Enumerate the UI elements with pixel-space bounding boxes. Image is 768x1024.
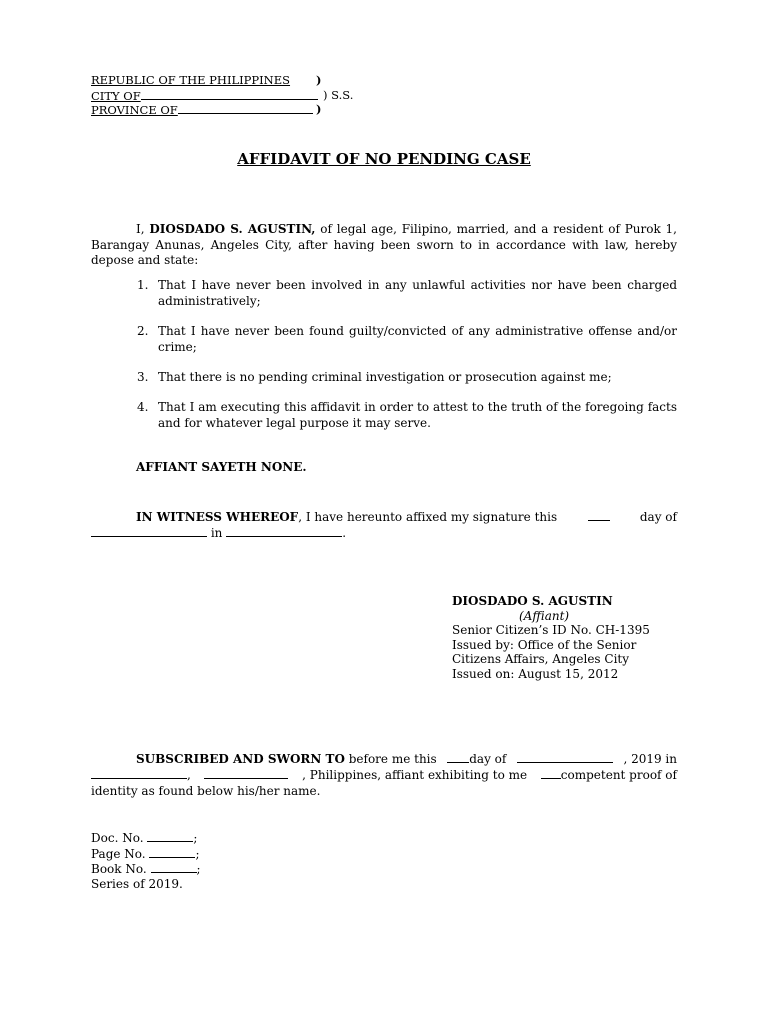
item-number: 2.	[137, 324, 149, 338]
venue-paren-1: )	[316, 73, 322, 87]
item-number: 3.	[137, 370, 149, 384]
page-no-blank	[149, 846, 195, 858]
list-item	[137, 324, 677, 355]
jurat-proof-blank	[541, 767, 561, 779]
item-text: That I have never been found guilty/convicted of any administrative offense and/or crime;	[158, 324, 677, 354]
intro-prefix: I,	[136, 222, 150, 236]
jurat-province-blank	[204, 767, 288, 779]
item-number: 4.	[137, 400, 149, 414]
venue-city: CITY OF	[91, 88, 141, 103]
jurat-day-blank	[447, 751, 469, 763]
issued-by-1: Issued by: Office of the Senior	[452, 637, 637, 652]
intro-paragraph	[91, 222, 677, 269]
witness-text: , I have hereunto affixed my signature this	[298, 510, 558, 524]
list-item	[137, 370, 677, 386]
jurat-month-blank	[517, 751, 613, 763]
venue-republic: REPUBLIC OF THE PHILIPPINES	[91, 73, 291, 87]
witness-bold: IN WITNESS WHEREOF	[136, 510, 299, 524]
jurat-bold: SUBSCRIBED AND SWORN TO	[136, 752, 345, 766]
affiant-name-inline: DIOSDADO S. AGUSTIN,	[149, 222, 316, 236]
venue-province: PROVINCE OF	[91, 103, 178, 117]
witness-line-2: in .	[91, 525, 677, 541]
issued-on: Issued on: August 15, 2012	[452, 666, 619, 681]
witness-line-1	[91, 509, 677, 525]
issued-by-2: Citizens Affairs, Angeles City	[452, 652, 630, 666]
province-blank	[178, 102, 313, 114]
jurat-paragraph	[91, 751, 677, 799]
list-item	[137, 400, 677, 431]
item-number: 1.	[137, 278, 149, 292]
notarial-registry	[91, 830, 201, 891]
signature-block	[452, 594, 650, 681]
affiant-name: DIOSDADO S. AGUSTIN	[452, 594, 613, 608]
senior-id: Senior Citizen’s ID No. CH-1395	[452, 623, 650, 637]
venue-line-republic	[91, 73, 391, 88]
doc-no: Doc. No. ;	[91, 831, 198, 845]
witness-in: in	[210, 526, 223, 540]
venue-paren-3: )	[316, 102, 322, 116]
item-text: That I am executing this affidavit in order to attest to the truth of the foregoing facts and for whatever legal purpose it may serve.	[158, 400, 677, 430]
intro-rest: of legal age, Filipino, married, and a resident of Purok 1, Barangay Anunas, Angeles City, after having been sworn to in accordance with law, hereby depose and state:	[91, 222, 677, 267]
venue-line-city	[91, 88, 391, 103]
jurat-line-1: SUBSCRIBED AND SWORN TO before me this day of , 2019 in	[136, 752, 677, 766]
book-no: Book No. ;	[91, 862, 201, 876]
venue-line-province	[91, 102, 391, 117]
jurat-line-3: identity as found below his/her name.	[91, 784, 321, 798]
witness-paragraph	[91, 509, 677, 541]
witness-day-of: day of	[639, 510, 677, 524]
affiant-sayeth-none: AFFIANT SAYETH NONE.	[136, 460, 307, 474]
document-title: AFFIDAVIT OF NO PENDING CASE	[237, 150, 531, 168]
jurat-line-2: , , Philippines, affiant exhibiting to me competent proof of	[91, 767, 677, 783]
doc-no-blank	[147, 830, 193, 842]
affiant-role: (Affiant)	[519, 608, 570, 623]
series: Series of 2019.	[91, 876, 183, 891]
venue-ss: ) S.S.	[323, 87, 354, 102]
page-no: Page No. ;	[91, 846, 200, 861]
book-no-blank	[151, 861, 197, 873]
item-text: That I have never been involved in any unlawful activities nor have been charged administratively;	[158, 278, 677, 308]
list-item	[137, 278, 677, 309]
item-text: That there is no pending criminal investigation or prosecution against me;	[158, 370, 612, 384]
venue-block	[91, 73, 391, 117]
month-blank	[91, 525, 207, 537]
place-blank	[226, 525, 342, 537]
jurat-city-blank	[91, 767, 187, 779]
city-blank	[141, 88, 318, 100]
day-blank	[588, 509, 610, 521]
